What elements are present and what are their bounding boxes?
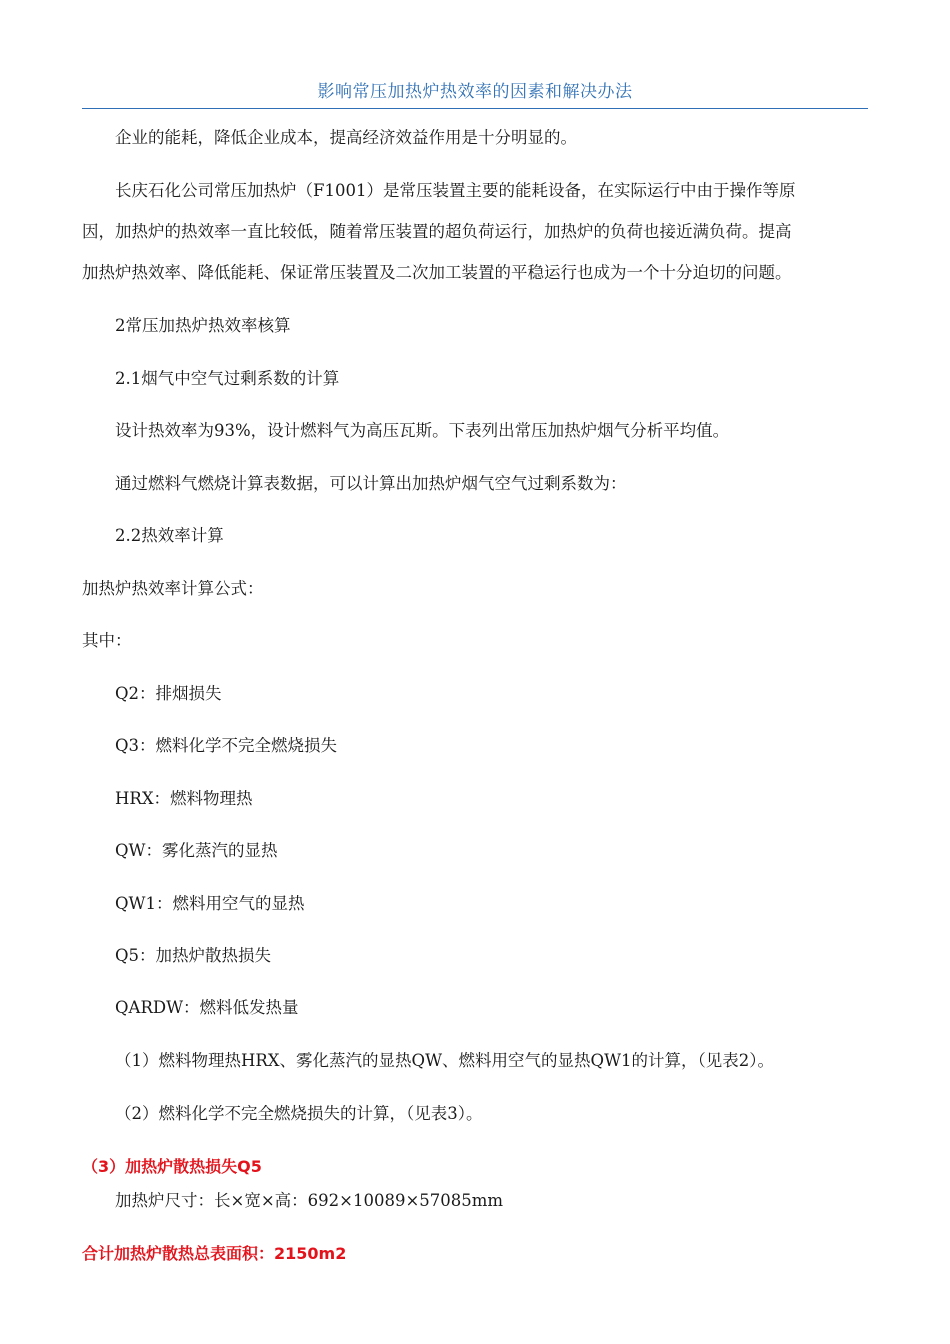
highlighted-heading-heat-loss: （3）加热炉散热损失Q5 — [82, 1157, 262, 1176]
definition-item: Q2：排烟损失 — [115, 684, 222, 703]
paragraph-furnace-line3: 加热炉热效率、降低能耗、保证常压装置及二次加工装置的平稳运行也成为一个十分迫切的问题。 — [82, 263, 792, 282]
paragraph-formula-intro: 加热炉热效率计算公式： — [82, 579, 264, 598]
section-heading-2: 2常压加热炉热效率核算 — [115, 316, 291, 335]
paragraph-excess-air: 通过燃料气燃烧计算表数据，可以计算出加热炉烟气空气过剩系数为： — [115, 474, 627, 493]
page-title: 影响常压加热炉热效率的因素和解决办法 — [317, 82, 633, 102]
paragraph-furnace-dimensions: 加热炉尺寸：长×宽×高：692×10089×57085mm — [115, 1191, 504, 1210]
paragraph-furnace-line1: 长庆石化公司常压加热炉（F1001）是常压装置主要的能耗设备，在实际运行中由于操作等原 — [115, 181, 796, 200]
numbered-item-2: （2）燃料化学不完全燃烧损失的计算，（见表3）。 — [115, 1104, 483, 1123]
paragraph-intro: 企业的能耗，降低企业成本，提高经济效益作用是十分明显的。 — [115, 128, 577, 147]
definition-item: Q3：燃料化学不完全燃烧损失 — [115, 736, 338, 755]
section-heading-2-2: 2.2热效率计算 — [115, 526, 224, 545]
definition-item: QARDW：燃料低发热量 — [115, 998, 299, 1017]
paragraph-where: 其中： — [82, 631, 132, 650]
section-heading-2-1: 2.1烟气中空气过剩系数的计算 — [115, 369, 340, 388]
paragraph-furnace-line2: 因，加热炉的热效率一直比较低，随着常压装置的超负荷运行，加热炉的负荷也接近满负荷。提高 — [82, 222, 792, 241]
paragraph-design-efficiency: 设计热效率为93%，设计燃料气为高压瓦斯。下表列出常压加热炉烟气分析平均值。 — [115, 421, 730, 440]
page-header — [82, 80, 868, 109]
definition-item: Q5：加热炉散热损失 — [115, 946, 272, 965]
definition-item: QW：雾化蒸汽的显热 — [115, 841, 278, 860]
definition-item: QW1：燃料用空气的显热 — [115, 894, 305, 913]
numbered-item-1: （1）燃料物理热HRX、雾化蒸汽的显热QW、燃料用空气的显热QW1的计算，（见表2）。 — [115, 1051, 775, 1070]
definition-item: HRX：燃料物理热 — [115, 789, 253, 808]
highlighted-total-surface-area: 合计加热炉散热总表面积：2150m2 — [82, 1244, 347, 1263]
